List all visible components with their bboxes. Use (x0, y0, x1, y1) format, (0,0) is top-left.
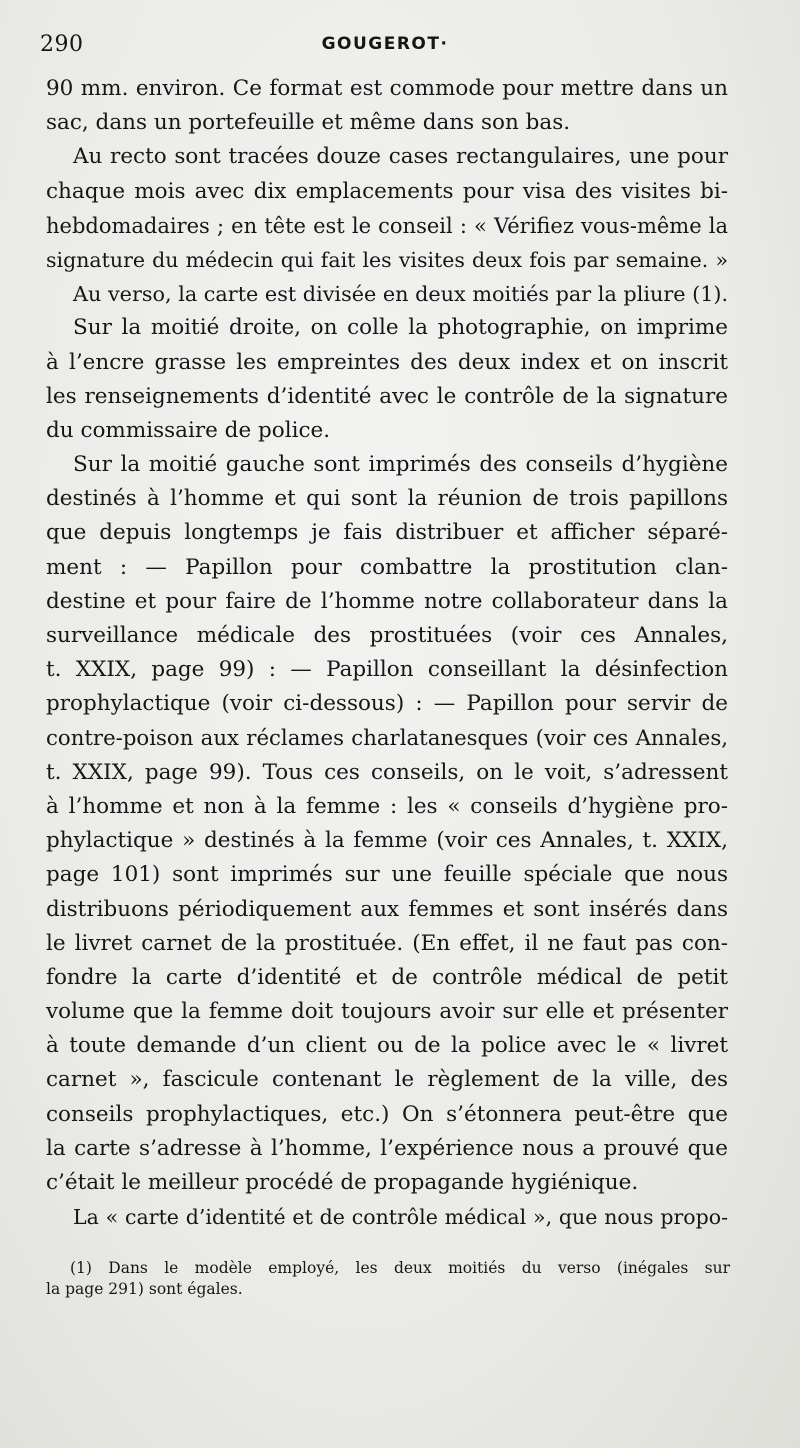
text-line: à toute demande d’un client ou de la police avec le « livret (46, 1033, 728, 1059)
text-line: conseils prophylactiques, etc.) On s’étonnera peut-être que (46, 1101, 728, 1127)
text-line: destinés à l’homme et qui sont la réunion de trois papillons (46, 486, 728, 512)
footnote (46, 1258, 730, 1300)
text-line: distribuons périodiquement aux femmes et sont insérés dans (46, 896, 728, 922)
text-line: La « carte d’identité et de contrôle médical », que nous propo- (73, 1205, 728, 1230)
text-line: 90 mm. environ. Ce format est commode pour mettre dans un (46, 76, 728, 101)
text-line: sac, dans un portefeuille et même dans son bas. (46, 110, 571, 136)
text-line: c’était le meilleur procédé de propagande hygiénique. (46, 1170, 639, 1195)
text-line: signature du médecin qui fait les visites deux fois par semaine. » (46, 247, 728, 272)
text-line: volume que la femme doit toujours avoir sur elle et présenter (46, 999, 728, 1025)
text-line: hebdomadaires ; en tête est le conseil : « Vérifiez vous-même la (46, 213, 728, 238)
text-line: phylactique » destinés à la femme (voir ces Annales, t. XXIX, (46, 828, 728, 854)
text-line: que depuis longtemps je fais distribuer et afficher séparé- (46, 520, 728, 546)
page-header (40, 32, 730, 62)
text-line: t. XXIX, page 99). Tous ces conseils, on le voit, s’adressent (46, 759, 728, 785)
text-line: carnet », fascicule contenant le règlement de la ville, des (46, 1067, 728, 1093)
text-line: Au recto sont tracées douze cases rectangulaires, une pour (73, 144, 728, 170)
text-line: la carte s’adresse à l’homme, l’expérience nous a prouvé que (46, 1135, 728, 1161)
text-line: à l’homme et non à la femme : les « conseils d’hygiène pro- (46, 793, 728, 819)
text-line: page 101) sont imprimés sur une feuille spéciale que nous (46, 862, 728, 888)
text-line: fondre la carte d’identité et de contrôle médical de petit (46, 964, 728, 990)
text-line: Sur la moitié gauche sont imprimés des conseils d’hygiène (73, 452, 728, 478)
page-number: 290 (40, 32, 84, 57)
text-line: contre-poison aux réclames charlatanesques (voir ces Annales, (46, 725, 728, 751)
text-line: les renseignements d’identité avec le contrôle de la signature (46, 383, 728, 409)
text-line: à l’encre grasse les empreintes des deux index et on inscrit (46, 349, 728, 375)
text-line: du commissaire de police. (46, 417, 331, 443)
text-line: le livret carnet de la prostituée. (En effet, il ne faut pas con- (46, 930, 728, 956)
text-line: ment : — Papillon pour combattre la prostitution clan- (46, 554, 728, 580)
text-line: prophylactique (voir ci-dessous) : — Papillon pour servir de (46, 691, 728, 717)
body-text (46, 72, 728, 1234)
text-line: Au verso, la carte est divisée en deux moitiés par la pliure (1). (73, 282, 729, 307)
text-line: t. XXIX, page 99) : — Papillon conseillant la désinfection (46, 657, 728, 683)
text-line: surveillance médicale des prostituées (voir ces Annales, (46, 623, 728, 648)
text-line: Sur la moitié droite, on colle la photographie, on imprime (73, 315, 728, 341)
text-line: destine et pour faire de l’homme notre collaborateur dans la (46, 588, 728, 614)
running-head: GOUGEROT· (321, 34, 449, 54)
text-line: chaque mois avec dix emplacements pour visa des visites bi- (46, 178, 728, 204)
footnote-line: (1) Dans le modèle employé, les deux moitiés du verso (inégales sur (70, 1259, 730, 1277)
footnote-line: la page 291) sont égales. (46, 1280, 243, 1298)
